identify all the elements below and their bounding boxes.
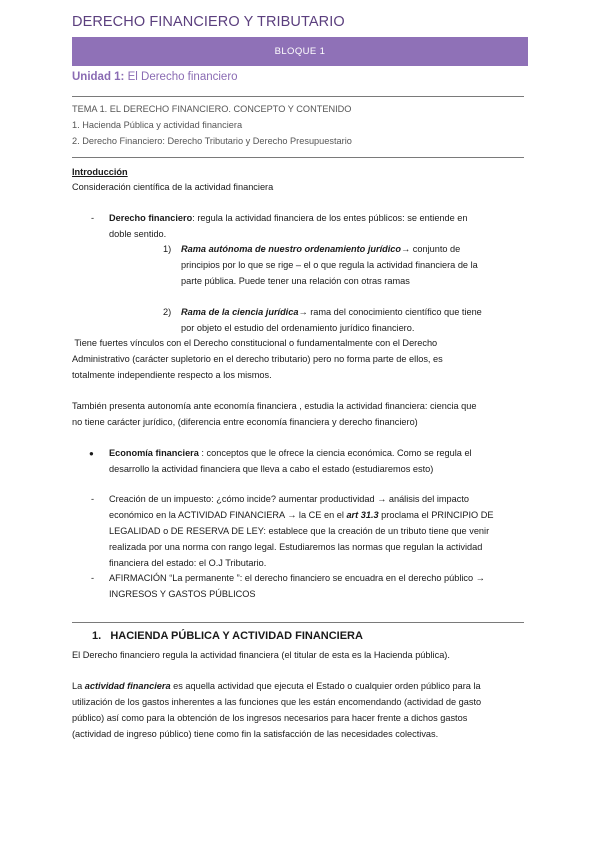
toc-item: TEMA 1. EL DERECHO FINANCIERO. CONCEPTO Y CONTENIDO [72, 104, 352, 114]
dash-item-text: INGRESOS Y GASTOS PÚBLICOS [109, 589, 256, 599]
item-term: Rama de la ciencia jurídica [181, 307, 299, 317]
toc-item: 2. Derecho Financiero: Derecho Tributario y Derecho Presupuestario [72, 136, 352, 146]
paragraph-line: totalmente independiente respecto a los mismos. [72, 370, 272, 380]
paragraph-line: no tiene carácter jurídico, (diferencia entre economía financiera y derecho financiero) [72, 417, 418, 427]
bullet-text: desarrollo la actividad financiera que lleva a cabo el estado (estudiaremos esto) [109, 464, 434, 474]
intro-subtitle: Consideración científica de la actividad financiera [72, 182, 274, 192]
article-reference: art 31.3 [346, 510, 379, 520]
dash-item-text: LEGALIDAD o DE RESERVA DE LEY: establece que la creación de un tributo tiene que venir [109, 526, 490, 536]
term-actividad-financiera: actividad financiera [84, 681, 171, 691]
section-line: El Derecho financiero regula la actividad financiera (el titular de esta es la Hacienda pública). [72, 650, 450, 660]
bullet-term: Economía financiera [109, 448, 199, 458]
bullet-text: doble sentido. [109, 229, 167, 239]
unit-label: Unidad 1: [72, 71, 125, 83]
dash-item-text: Creación de un impuesto: ¿cómo incide? aumentar productividad → análisis del impacto [109, 494, 470, 504]
bullet-derecho-financiero: Derecho financiero: regula la actividad financiera de los entes públicos: se entiende en [109, 213, 468, 223]
numbered-item-2: Rama de la ciencia jurídica→ rama del conocimiento científico que tiene [181, 307, 482, 317]
bullet-economia-financiera: Economía financiera : conceptos que le ofrece la ciencia económica. Como se regula el [109, 448, 472, 458]
section-heading: 1. HACIENDA PÚBLICA Y ACTIVIDAD FINANCIERA [92, 630, 363, 642]
bullet-term: Derecho financiero [109, 213, 193, 223]
document-title: DERECHO FINANCIERO Y TRIBUTARIO [72, 14, 345, 30]
dash-item-text: AFIRMACIÓN “La permanente ”: el derecho financiero se encuadra en el derecho público → [109, 573, 485, 583]
numbered-item-1: Rama autónoma de nuestro ordenamiento jurídico→ conjunto de [181, 244, 461, 254]
divider [72, 157, 524, 158]
item-text: principios por lo que se rige – el o que regula la actividad financiera de la [181, 260, 478, 270]
item-term: Rama autónoma de nuestro ordenamiento jurídico [181, 244, 402, 254]
dash-marker: - [91, 494, 95, 504]
section-paragraph-line: público) así como para la obtención de los ingresos necesarios para hacer frente a dichos gastos [72, 713, 468, 723]
dash-marker: - [91, 573, 95, 583]
item-number: 2) [163, 307, 172, 317]
section-paragraph-line: (actividad de ingreso público) tiene como fin la satisfacción de las necesidades colectivas. [72, 729, 439, 739]
section-paragraph-line: utilización de los gastos inherentes a las funciones que les están encomendando (actividad de gasto [72, 697, 482, 707]
bullet-dot: ● [89, 449, 94, 458]
divider [72, 96, 524, 97]
paragraph-line: Tiene fuertes vínculos con el Derecho constitucional o fundamentalmente con el Derecho [72, 338, 438, 348]
paragraph-line: Administrativo (carácter supletorio en el derecho tributario) pero no forma parte de ellos, es [72, 354, 443, 364]
dash-item-text: realizada por una norma con rango legal. Estudiaremos las normas que regulan la actividad [109, 542, 483, 552]
block-banner: BLOQUE 1 [72, 37, 528, 66]
section-paragraph-line: La actividad financiera es aquella actividad que ejecuta el Estado o cualquier orden público para la [72, 681, 481, 691]
dash-item-text: financiera del estado: el O.J Tributario. [109, 558, 267, 568]
unit-heading [72, 71, 238, 83]
divider [72, 622, 524, 623]
dash-item-text: económico en la ACTIVIDAD FINANCIERA → la CE en el art 31.3 proclama el PRINCIPIO DE [109, 510, 494, 520]
unit-title: El Derecho financiero [127, 71, 238, 83]
intro-heading: Introducción [72, 167, 128, 177]
toc-item: 1. Hacienda Pública y actividad financiera [72, 120, 243, 130]
item-text: por objeto el estudio del ordenamiento jurídico financiero. [181, 323, 415, 333]
paragraph-line: También presenta autonomía ante economía financiera , estudia la actividad financiera: ciencia que [72, 401, 477, 411]
dash-marker: - [91, 213, 95, 223]
item-text: parte pública. Puede tener una relación con otras ramas [181, 276, 410, 286]
item-number: 1) [163, 244, 172, 254]
